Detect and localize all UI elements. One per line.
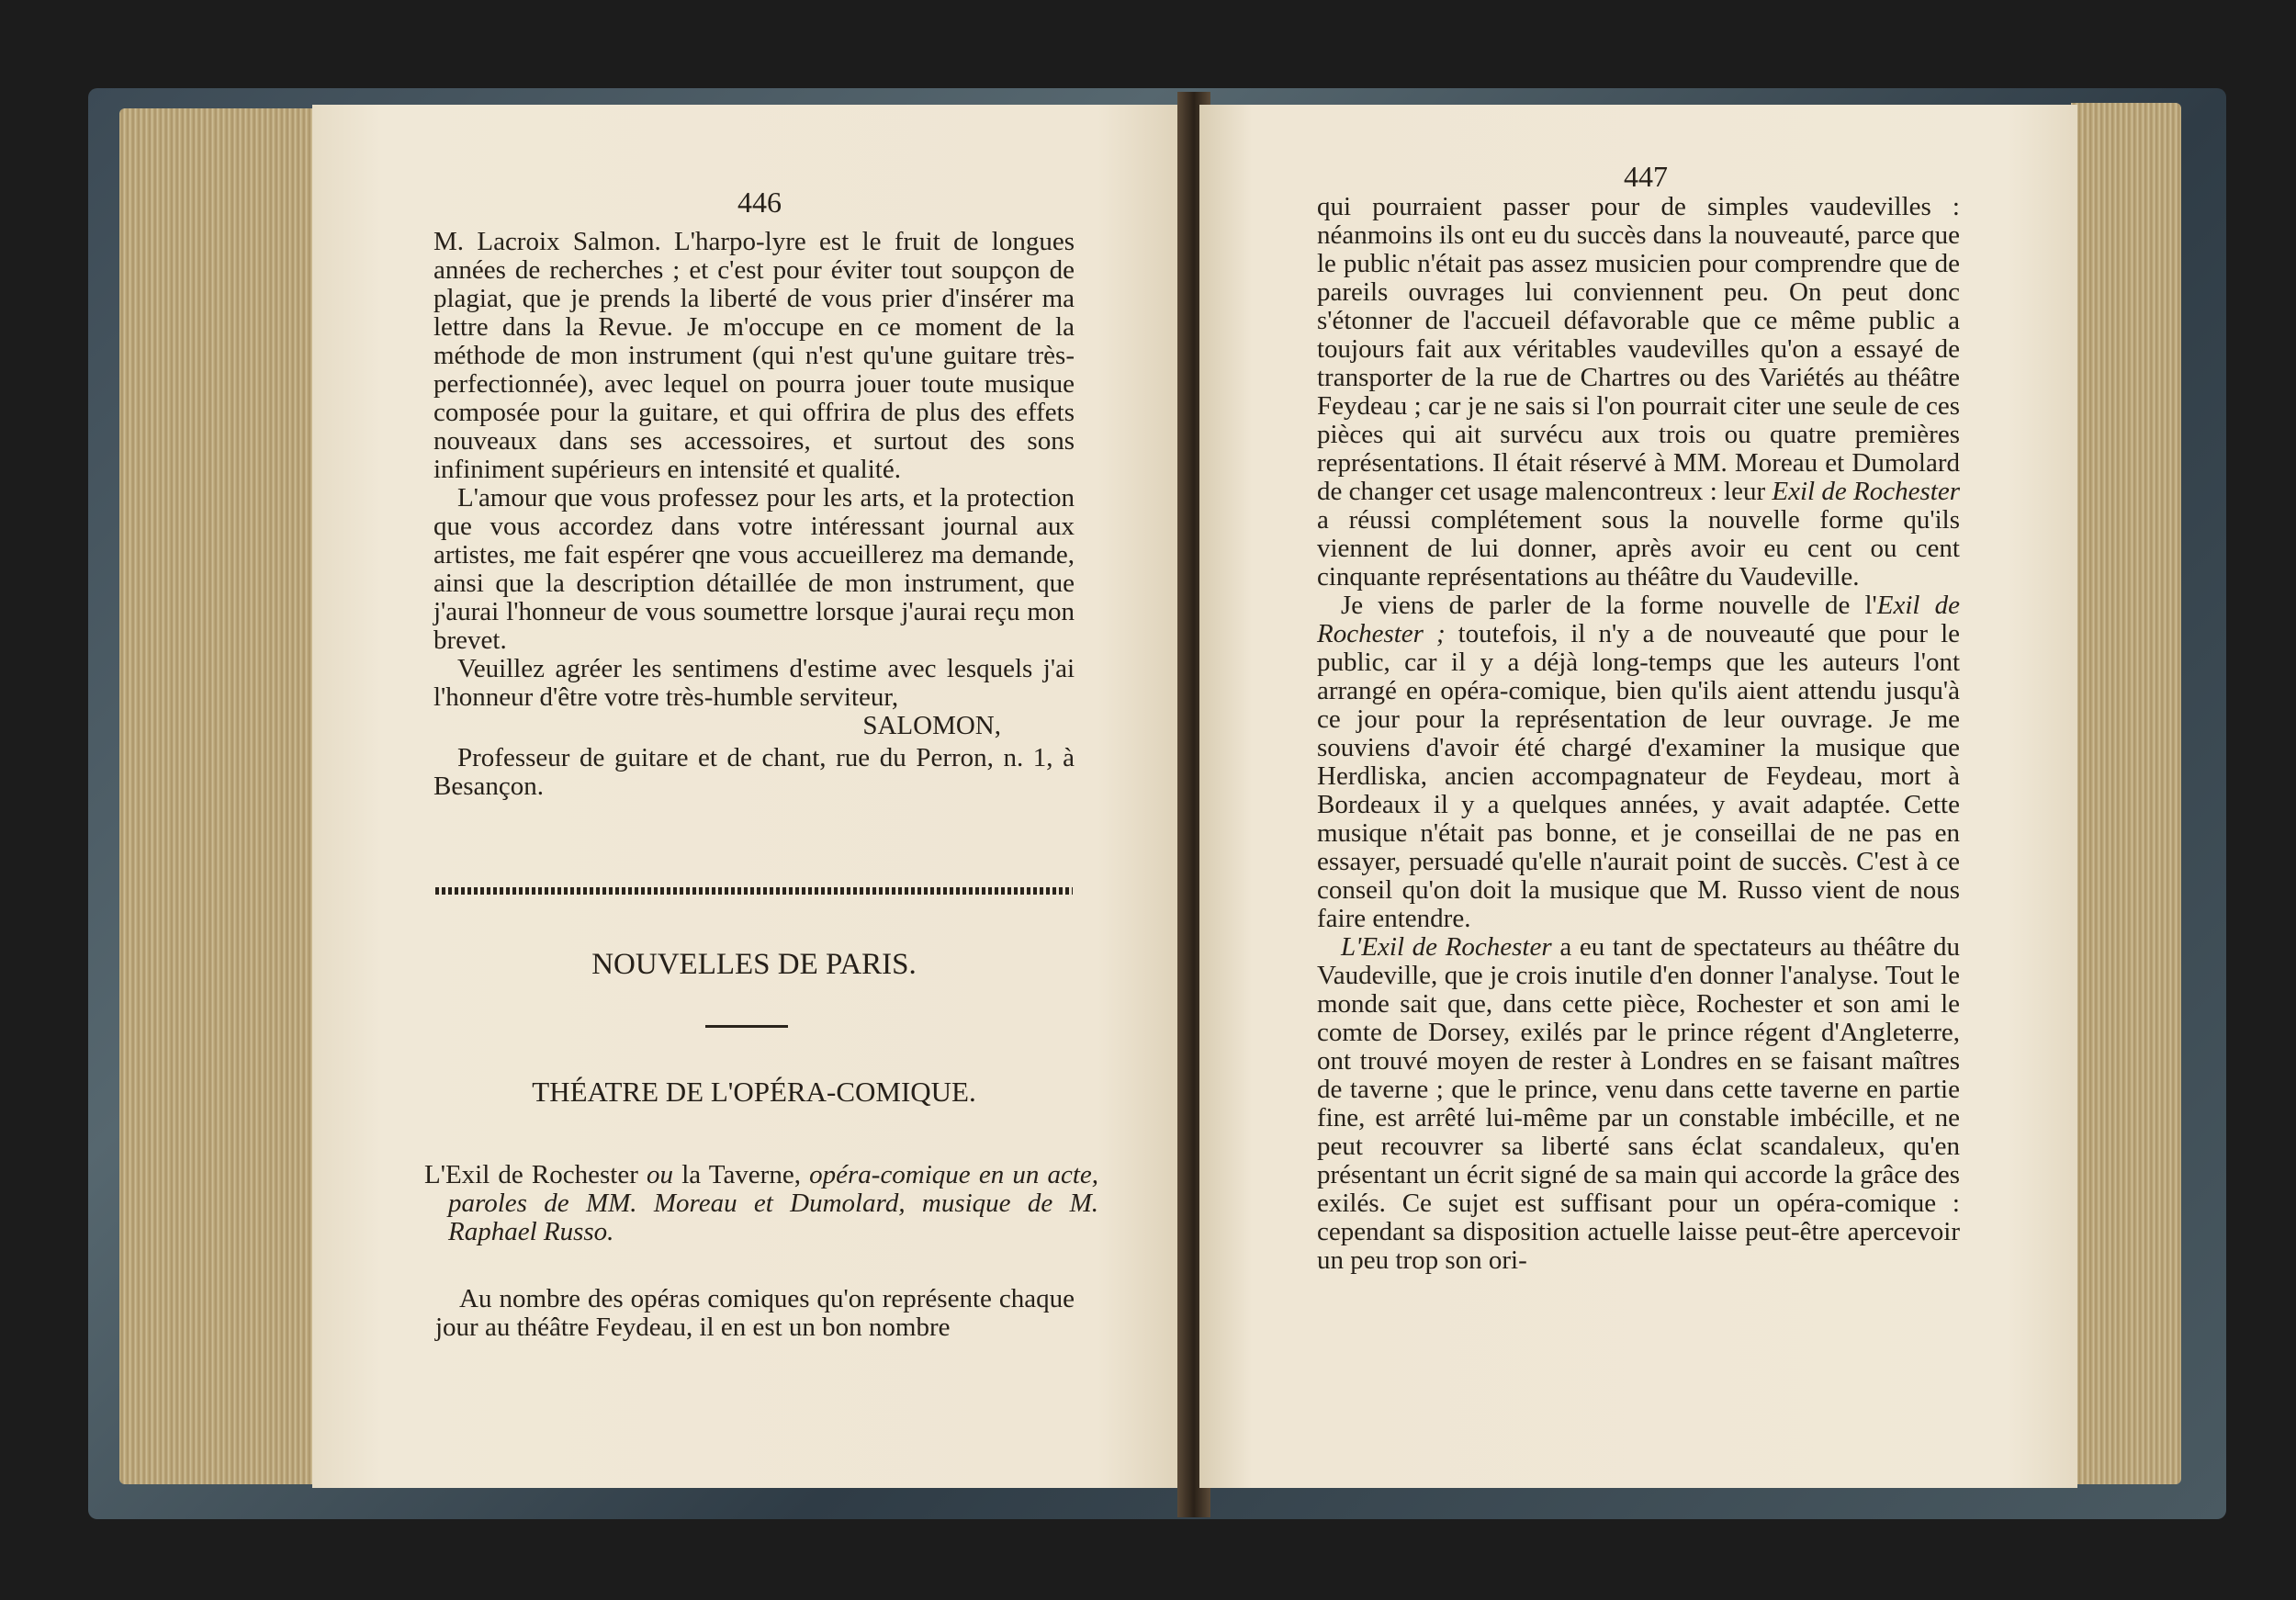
page-number: 447 [1624,160,1668,193]
review-paragraph-2-start: Je viens de parler de la forme nouvelle de l' [1341,591,1877,620]
review-work-title-2: Exil de Rochester ; [1317,591,1960,648]
work-title: L'Exil de Rochester [424,1160,638,1189]
work-title-connector: ou [647,1160,674,1189]
review-text [1317,193,1960,1275]
work-title-rest: la Taverne, [681,1160,801,1189]
letter-paragraph-1: M. Lacroix Salmon. L'harpo-lyre est le fruit de longues années de recherches ; et c'est pour éviter tout soupçon de plagiat, que je prends la liberté de vous prier d'insérer ma lettre dans la Revue. Je m'occupe en ce moment de la méthode de mon instrument (qui n'est qu'une guitare très-perfectionnée), avec lequel on pourra jouer toute musique composée pour la guitare, et qui offrira de plus des effets nouveaux dans ses accessoires, et surtout des sons infiniment supérieurs en intensité et qualité. [433,227,1075,484]
letter-text [433,228,1075,801]
review-work-title-3: L'Exil de Rochester [1341,932,1552,962]
review-paragraph-3-rest: a eu tant de spectateurs au théâtre du Vaudeville, que je crois inutile d'en donner l'analyse. Tout le monde sait que, dans cette pièce, Rochester et son ami le comte de Dorsey, exilés par le prince régent d'Angleterre, ont trouvé moyen de rester à Londres en se faisant maîtres de taverne ; que le prince, venu dans cette taverne en partie fine, est arrêté lui-même par un constable imbécille, et ne peut recouvrer sa liberté sans éclat scandaleux, qu'en présentant un écrit signé de sa main qui accorde la grâce des exilés. Ce sujet est suffisant pour un opéra-comique : cependant sa disposition actuelle laisse peut-être apercevoir un peu trop son ori- [1317,932,1961,1275]
review-paragraph-1-text: qui pourraient passer pour de simples vaudevilles : néanmoins ils ont eu du succès dans la nouveauté, parce que le public n'était pas assez musicien pour comprendre que de pareils ouvrages lui conviennent peu. On peut donc s'étonner de l'accueil défavorable que ce même public a toujours fait aux véritables vaudevilles qu'on a essayé de transporter de la rue de Chartres ou des Variétés au théâtre Feydeau ; car je ne sais si l'on pourrait citer une seule de ces pièces qui ait survécu aux trois ou quatre premières représentations. Il était réservé à MM. Moreau et Dumolard de changer cet usage malencontreux : leur [1317,192,1960,506]
right-page [1199,105,2077,1488]
work-heading [424,1161,1098,1246]
letter-paragraph-2: L'amour que vous professez pour les arts, et la protection que vous accordez dans votre intéressant journal aux artistes, me fait espérer qne vous accueillerez ma demande, ainsi que la description détaillée de mon instrument, que j'aurai l'honneur de vous soumettre lorsque j'aurai reçu mon brevet. [433,483,1075,655]
letter-paragraph-3: Veuillez agréer les sentimens d'estime avec lesquels j'ai l'honneur d'être votre très-humble serviteur, [433,654,1075,712]
review-paragraph-3 [1317,933,1960,1275]
review-paragraph-2 [1317,592,1960,933]
page-number: 446 [737,186,782,219]
section-divider [435,887,1073,895]
review-start: Au nombre des opéras comiques qu'on représente chaque jour au théâtre Feydeau, il en est un bon nombre [435,1284,1075,1342]
page-edges-right [2071,103,2181,1484]
letter-address: Professeur de guitare et de chant, rue du Perron, n. 1, à Besançon. [433,743,1075,801]
letter-signature: SALOMON, [862,711,1001,740]
work-description: opéra-comique en un acte, paroles de MM. Moreau et Dumolard, musique de M. Raphael Russo. [448,1160,1099,1246]
subsection-title: THÉATRE DE L'OPÉRA-COMIQUE. [532,1076,976,1108]
page-edges-left [119,108,321,1484]
left-page [312,105,1185,1488]
review-work-title: Exil de Rochester [1772,477,1960,506]
review-paragraph-1-end: a réussi complétement sous la nouvelle forme qu'ils viennent de lui donner, après avoir eu cent ou cent cinquante représentations au théâtre du Vaudeville. [1317,505,1960,592]
short-divider [705,1025,788,1028]
review-paragraph-1 [1317,193,1960,592]
review-paragraph-2-rest: toutefois, il n'y a de nouveauté que pour le public, car il y a déjà long-temps que les auteurs l'ont arrangé en opéra-comique, bien qu'ils aient attendu jusqu'à ce jour pour la représentation de leur ouvrage. Je me souviens d'avoir été chargé d'examiner la musique que Herdliska, ancien accompagnateur de Feydeau, mort à Bordeaux il y a quelques années, y avait adaptée. Cette musique n'était pas bonne, et je conseillai de ne pas en essayer, persuadé qu'elle n'aurait point de succès. C'est à ce conseil qu'on doit la musique que M. Russo vient de nous faire entendre. [1317,619,1960,933]
section-title: NOUVELLES DE PARIS. [591,948,917,981]
